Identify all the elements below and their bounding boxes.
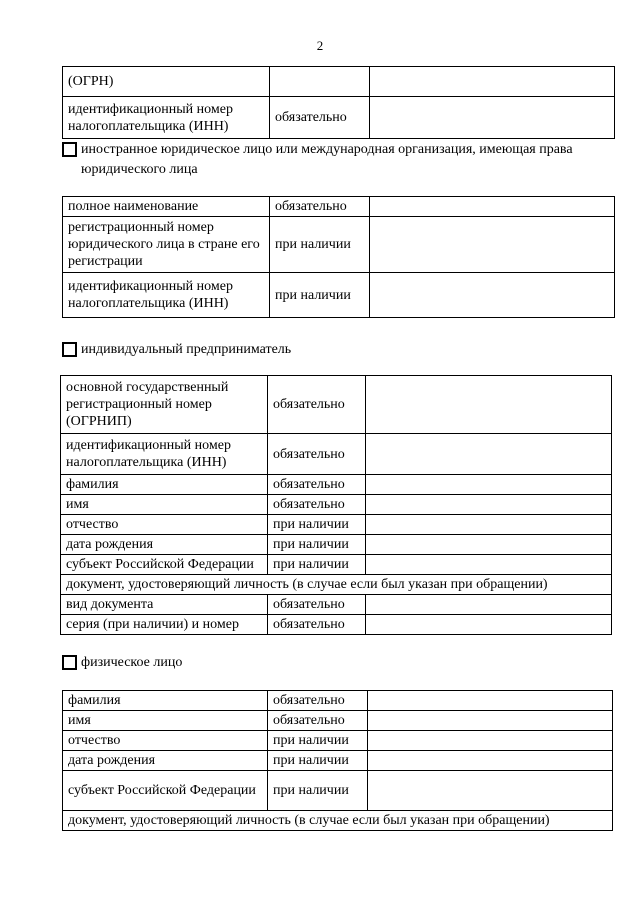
individual-table: [62, 690, 613, 831]
requirement-label: при наличии: [268, 515, 366, 535]
field-label: отчество: [63, 731, 268, 751]
table-row: [61, 595, 612, 615]
value-field[interactable]: [370, 97, 615, 139]
requirement-label: обязательно: [270, 197, 370, 217]
entrepreneur-option[interactable]: [62, 340, 291, 360]
table-row: [63, 691, 613, 711]
table-row: [61, 376, 612, 434]
document-section-label: документ, удостоверяющий личность (в случае если был указан при обращении): [63, 811, 613, 831]
requirement-label: обязательно: [270, 97, 370, 139]
requirement-label: при наличии: [268, 555, 366, 575]
table-row: [61, 555, 612, 575]
field-label: (ОГРН): [63, 67, 270, 97]
foreign-entity-table: [62, 196, 615, 318]
table-row: [63, 97, 615, 139]
table-row: [61, 515, 612, 535]
field-label: основной государственный регистрационный номер (ОГРНИП): [61, 376, 268, 434]
value-field[interactable]: [366, 535, 612, 555]
table-row: [63, 751, 613, 771]
requirement-label: обязательно: [268, 475, 366, 495]
field-label: регистрационный номер юридического лица в стране его регистрации: [63, 217, 270, 273]
value-field[interactable]: [368, 691, 613, 711]
requirement-label: при наличии: [270, 217, 370, 273]
field-label: полное наименование: [63, 197, 270, 217]
value-field[interactable]: [366, 475, 612, 495]
field-label: фамилия: [61, 475, 268, 495]
individual-heading: физическое лицо: [81, 655, 183, 670]
value-field[interactable]: [366, 434, 612, 475]
requirement-label: при наличии: [270, 273, 370, 318]
entrepreneur-table: [60, 375, 612, 635]
value-field[interactable]: [366, 555, 612, 575]
field-label: субъект Российской Федерации: [63, 771, 268, 811]
table-row: [61, 615, 612, 635]
requirement-label: обязательно: [268, 595, 366, 615]
table-row: [63, 197, 615, 217]
table-row: [61, 475, 612, 495]
field-label: фамилия: [63, 691, 268, 711]
table-row: [61, 495, 612, 515]
table-row: [63, 771, 613, 811]
individual-checkbox[interactable]: [62, 655, 77, 670]
value-field[interactable]: [370, 217, 615, 273]
requirement-label: обязательно: [268, 495, 366, 515]
page-number: 2: [316, 38, 324, 53]
value-field[interactable]: [370, 273, 615, 318]
individual-option[interactable]: [62, 653, 182, 673]
value-field[interactable]: [368, 711, 613, 731]
requirement-label: обязательно: [268, 615, 366, 635]
table-row: [61, 535, 612, 555]
value-field[interactable]: [366, 495, 612, 515]
table-row: [61, 575, 612, 595]
value-field[interactable]: [370, 67, 615, 97]
entrepreneur-checkbox[interactable]: [62, 342, 77, 357]
field-label: дата рождения: [61, 535, 268, 555]
field-label: имя: [63, 711, 268, 731]
entrepreneur-heading: индивидуальный предприниматель: [81, 342, 292, 357]
requirement-label: обязательно: [268, 691, 368, 711]
foreign-entity-heading: иностранное юридическое лицо или международная организация, имеющая права юридического лица: [81, 142, 573, 177]
table-row: [63, 711, 613, 731]
foreign-entity-checkbox[interactable]: [62, 142, 77, 157]
value-field[interactable]: [366, 376, 612, 434]
value-field[interactable]: [368, 771, 613, 811]
value-field[interactable]: [366, 595, 612, 615]
field-label: идентификационный номер налогоплательщика (ИНН): [63, 273, 270, 318]
field-label: отчество: [61, 515, 268, 535]
table-row: [63, 731, 613, 751]
value-field[interactable]: [370, 197, 615, 217]
table-row: [63, 273, 615, 318]
requirement-label: при наличии: [268, 535, 366, 555]
requirement-label: обязательно: [268, 376, 366, 434]
field-label: идентификационный номер налогоплательщика (ИНН): [61, 434, 268, 475]
document-section-label: документ, удостоверяющий личность (в случае если был указан при обращении): [61, 575, 612, 595]
table-row: [61, 434, 612, 475]
requirement-label: [270, 67, 370, 97]
field-label: серия (при наличии) и номер: [61, 615, 268, 635]
requirement-label: обязательно: [268, 711, 368, 731]
value-field[interactable]: [366, 615, 612, 635]
field-label: субъект Российской Федерации: [61, 555, 268, 575]
table-row: [63, 217, 615, 273]
field-label: дата рождения: [63, 751, 268, 771]
requirement-label: при наличии: [268, 771, 368, 811]
field-label: идентификационный номер налогоплательщика (ИНН): [63, 97, 270, 139]
table-row: [63, 67, 615, 97]
field-label: вид документа: [61, 595, 268, 615]
foreign-entity-option[interactable]: [62, 140, 622, 180]
value-field[interactable]: [366, 515, 612, 535]
requirement-label: обязательно: [268, 434, 366, 475]
table-row: [63, 811, 613, 831]
requirement-label: при наличии: [268, 731, 368, 751]
value-field[interactable]: [368, 751, 613, 771]
field-label: имя: [61, 495, 268, 515]
requirement-label: при наличии: [268, 751, 368, 771]
value-field[interactable]: [368, 731, 613, 751]
legal-entity-table: [62, 66, 615, 139]
